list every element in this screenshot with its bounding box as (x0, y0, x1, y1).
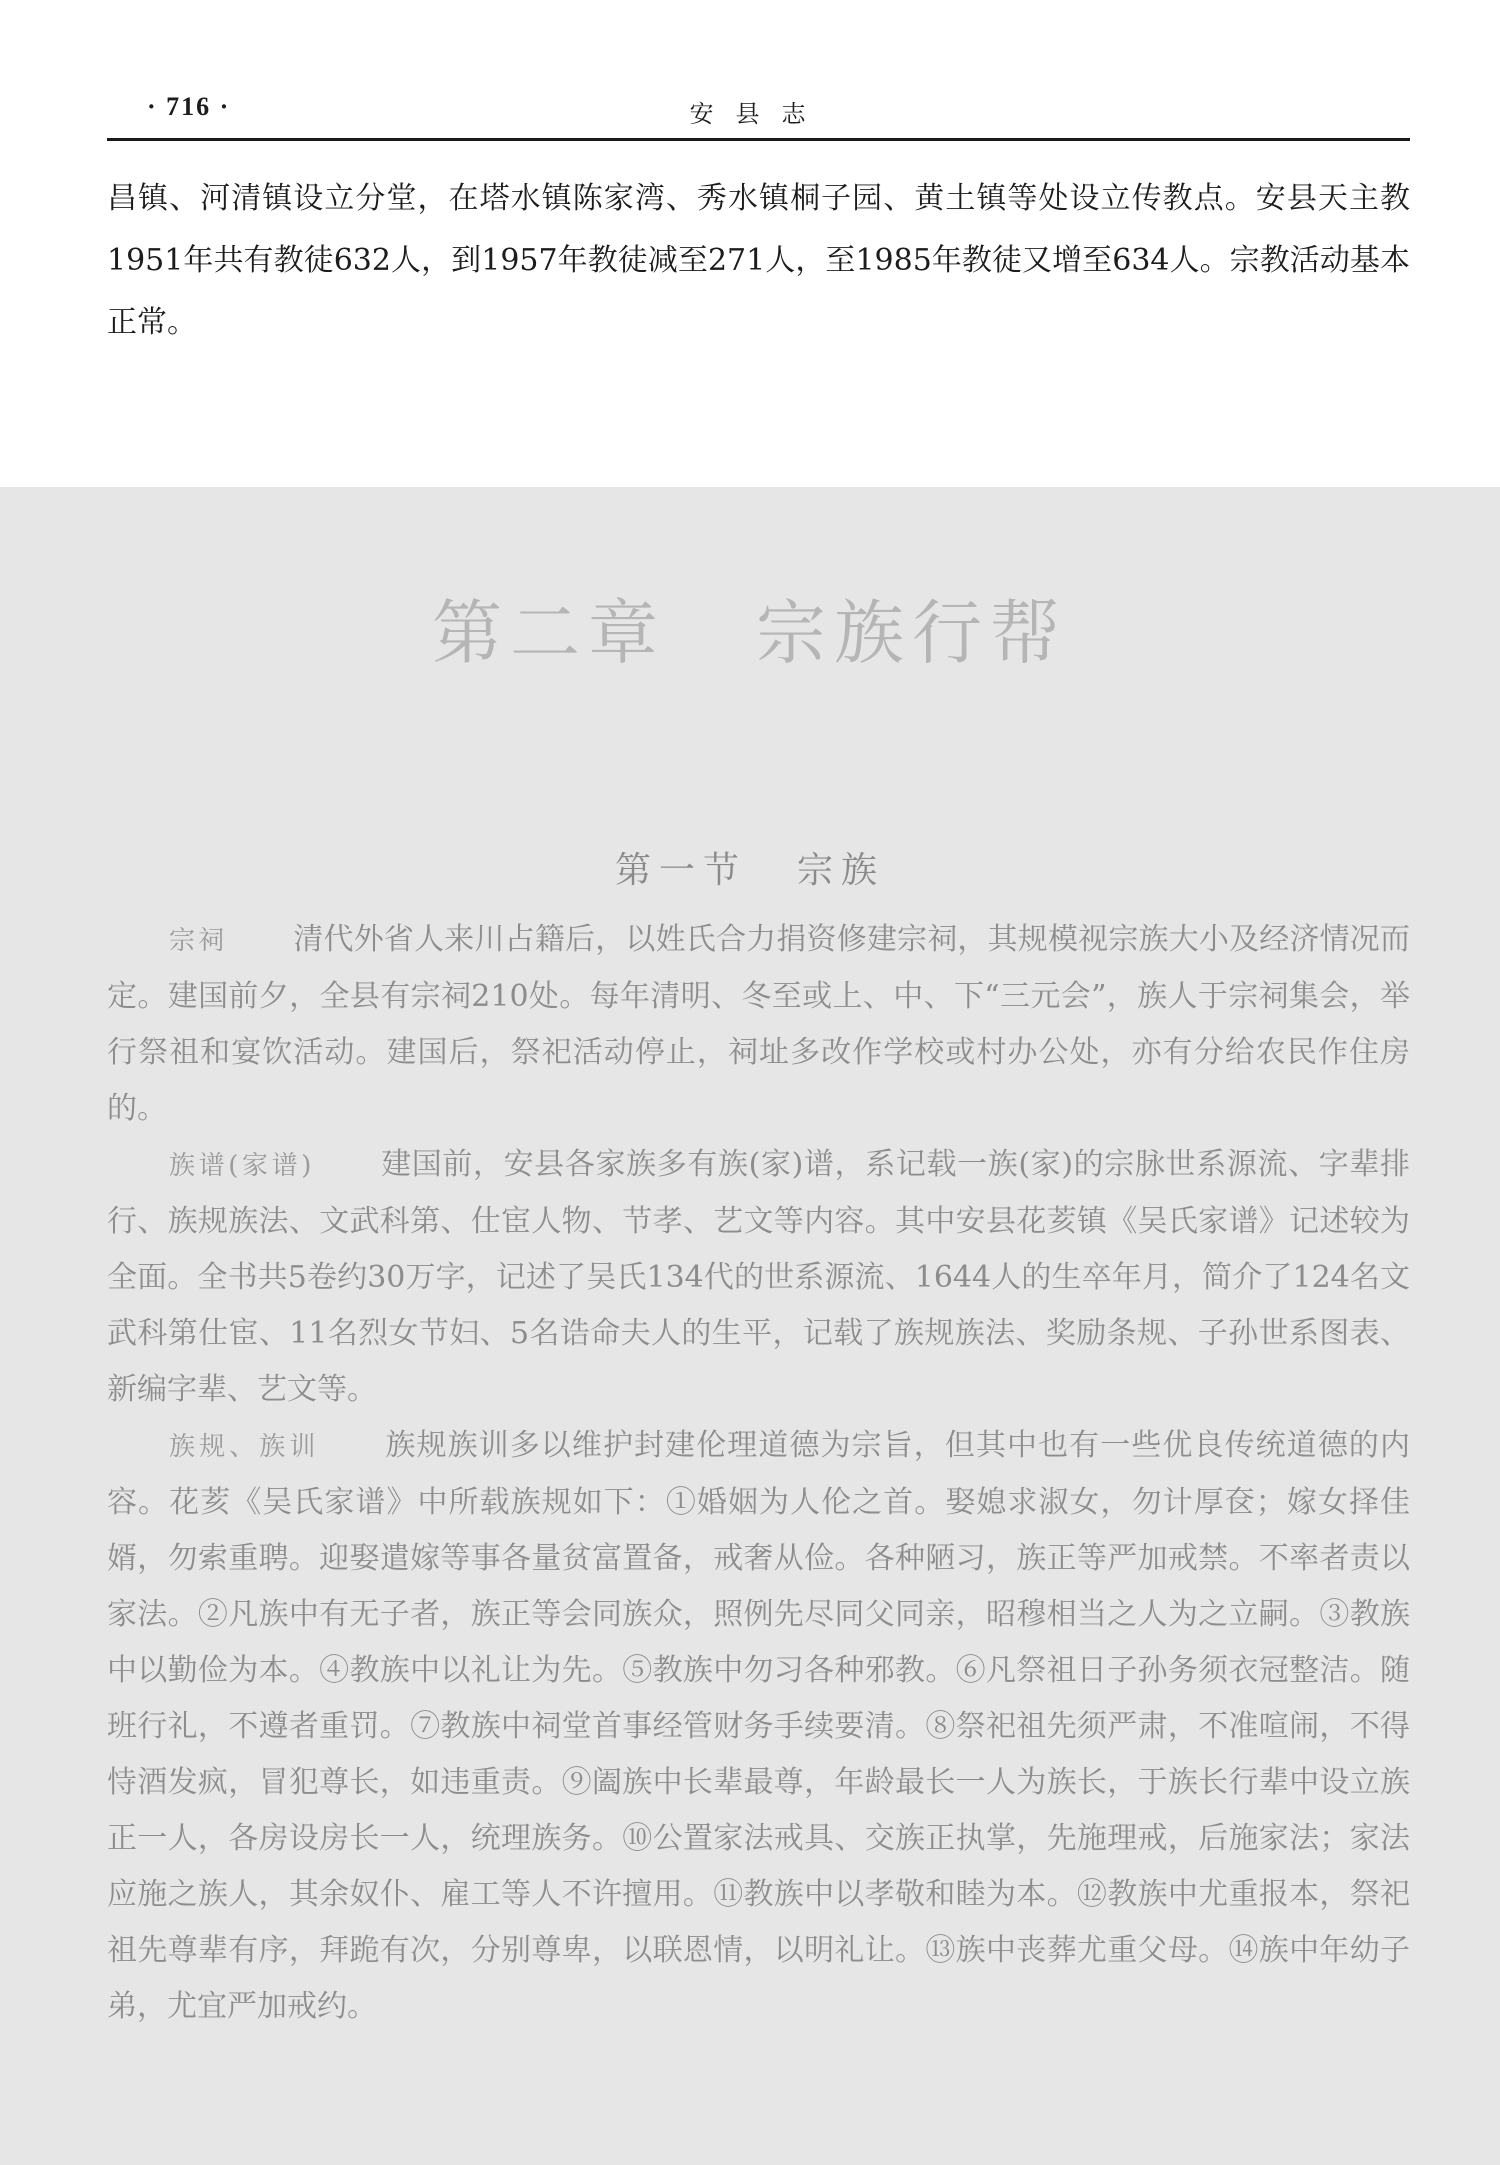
chapter-number: 第二章 (432, 592, 666, 674)
chapter-title: 宗族行帮 (756, 592, 1068, 674)
continued-paragraph: 昌镇、河清镇设立分堂，在塔水镇陈家湾、秀水镇桐子园、黄土镇等处设立传教点。安县天主教1951年共有教徒632人，到1957年教徒减至271人，至1985年教徒又增至634人。宗教活动基本正常。 (107, 181, 1410, 340)
page-number: · 716 · (147, 92, 231, 121)
paragraph-text: 建国前，安县各家族多有族(家)谱，系记载一族(家)的宗脉世系源流、字辈排行、族规族法、文武科第、仕宦人物、节孝、艺文等内容。其中安县花荄镇《吴氏家谱》记述较为全面。全书共5卷约30万字，记述了吴氏134代的世系源流、1644人的生卒年月，简介了124名文武科第仕宦、11名烈女节妇、5名诰命夫人的生平，记载了族规族法、奖励条规、子孙世系图表、新编字辈、艺文等。 (107, 1147, 1410, 1407)
paragraph-text: 族规族训多以维护封建伦理道德为宗旨，但其中也有一些优良传统道德的内容。花荄《吴氏家谱》中所载族规如下：①婚姻为人伦之首。娶媳求淑女，勿计厚奁；嫁女择佳婿，勿索重聘。迎娶遣嫁等事各量贫富置备，戒奢从俭。各种陋习，族正等严加戒禁。不率者责以家法。②凡族中有无子者，族正等会同族众，照例先尽同父同亲，昭穆相当之人为之立嗣。③教族中以勤俭为本。④教族中以礼让为先。⑤教族中勿习各种邪教。⑥凡祭祖日子孙务须衣冠整洁。随班行礼，不遵者重罚。⑦教族中祠堂首事经管财务手续要清。⑧祭祀祖先须严肃，不准喧闹，不得恃酒发疯，冒犯尊长，如违重责。⑨阖族中长辈最尊，年龄最长一人为族长，于族长行辈中设立族正一人，各房设房长一人，统理族务。⑩公置家法戒具、交族正执掌，先施理戒，后施家法；家法应施之族人，其余奴仆、雇工等人不许擅用。⑪教族中以孝敬和睦为本。⑫教族中尤重报本，祭祀祖先尊辈有序，拜跪有次，分别尊卑，以联恩情，以明礼让。⑬族中丧葬尤重父母。⑭族中年幼子弟，尤宜严加戒约。 (107, 1428, 1410, 2024)
chapter-heading (0, 577, 1500, 678)
paragraph-genealogy (107, 1137, 1410, 1418)
running-title: 安县志 (689, 100, 828, 128)
section-heading (0, 842, 1500, 893)
section-body (107, 912, 1410, 2035)
section-title: 宗族 (797, 850, 886, 891)
paragraph-term: 族规、族训 (169, 1432, 320, 1462)
paragraph-term: 族谱(家谱) (169, 1151, 315, 1181)
chapter-section (0, 487, 1500, 2165)
paragraph-text: 清代外省人来川占籍后，以姓氏合力捐资修建宗祠，其规模视宗族大小及经济情况而定。建国前夕，全县有宗祠210处。每年清明、冬至或上、中、下“三元会”，族人于宗祠集会，举行祭祖和宴饮活动。建国后，祭祀活动停止，祠址多改作学校或村办公处，亦有分给农民作住房的。 (107, 922, 1410, 1126)
page-top-area (0, 0, 1500, 487)
paragraph-term: 宗祠 (169, 926, 228, 956)
paragraph-ancestral-hall (107, 912, 1410, 1137)
paragraph-clan-rules (107, 1418, 1410, 2035)
section-number: 第一节 (614, 850, 747, 891)
page-header (107, 88, 1410, 141)
